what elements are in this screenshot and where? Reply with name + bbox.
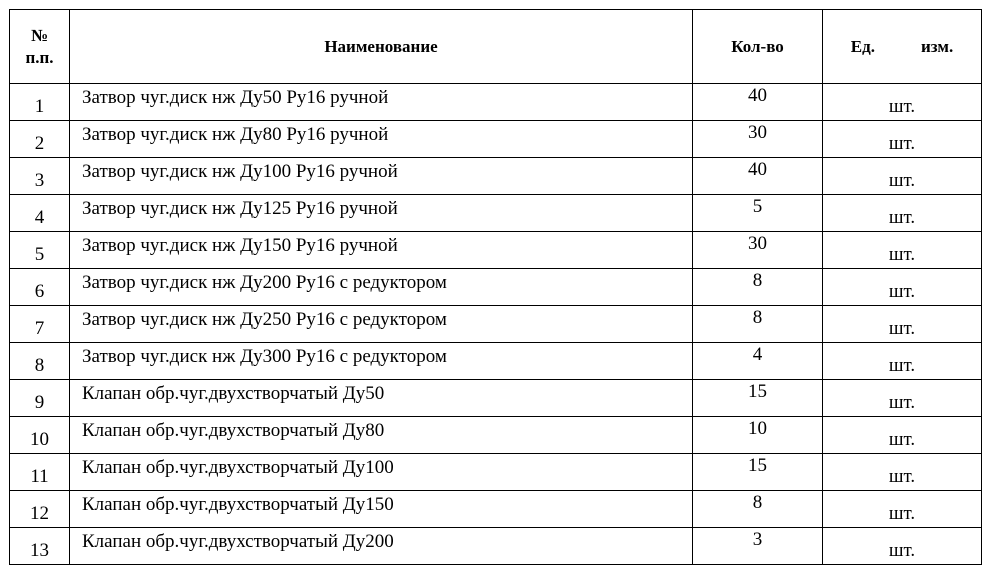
row-unit: шт. [823, 195, 982, 232]
row-name: Затвор чуг.диск нж Ду200 Ру16 с редуктором [70, 269, 693, 306]
row-number: 7 [10, 306, 70, 343]
row-quantity: 40 [693, 84, 823, 121]
row-name: Затвор чуг.диск нж Ду125 Ру16 ручной [70, 195, 693, 232]
table-row [10, 417, 982, 454]
row-quantity: 40 [693, 158, 823, 195]
row-unit: шт. [823, 528, 982, 565]
table-row [10, 158, 982, 195]
row-name: Затвор чуг.диск нж Ду80 Ру16 ручной [70, 121, 693, 158]
row-number: 13 [10, 528, 70, 565]
table-row [10, 343, 982, 380]
row-quantity: 30 [693, 232, 823, 269]
header-unit-part1: Ед. [850, 36, 875, 56]
table-row [10, 269, 982, 306]
table-row [10, 380, 982, 417]
row-unit: шт. [823, 269, 982, 306]
row-quantity: 3 [693, 528, 823, 565]
row-quantity: 15 [693, 454, 823, 491]
row-quantity: 8 [693, 491, 823, 528]
row-unit: шт. [823, 121, 982, 158]
table-row [10, 306, 982, 343]
row-number: 2 [10, 121, 70, 158]
row-number: 12 [10, 491, 70, 528]
row-quantity: 15 [693, 380, 823, 417]
row-quantity: 10 [693, 417, 823, 454]
row-name: Затвор чуг.диск нж Ду300 Ру16 с редуктором [70, 343, 693, 380]
row-number: 3 [10, 158, 70, 195]
table-row [10, 528, 982, 565]
row-number: 10 [10, 417, 70, 454]
row-unit: шт. [823, 306, 982, 343]
row-number: 4 [10, 195, 70, 232]
header-unit [823, 10, 982, 84]
header-number-symbol: № [30, 25, 49, 45]
row-unit: шт. [823, 343, 982, 380]
table-header-row [10, 10, 982, 84]
row-name: Затвор чуг.диск нж Ду150 Ру16 ручной [70, 232, 693, 269]
row-unit: шт. [823, 232, 982, 269]
row-unit: шт. [823, 158, 982, 195]
row-name: Затвор чуг.диск нж Ду50 Ру16 ручной [70, 84, 693, 121]
header-quantity: Кол-во [693, 10, 823, 84]
header-name: Наименование [70, 10, 693, 84]
row-number: 9 [10, 380, 70, 417]
row-unit: шт. [823, 84, 982, 121]
row-number: 1 [10, 84, 70, 121]
table-row [10, 454, 982, 491]
row-unit: шт. [823, 417, 982, 454]
row-name: Клапан обр.чуг.двухстворчатый Ду80 [70, 417, 693, 454]
header-unit-part2: изм. [920, 36, 954, 56]
row-quantity: 8 [693, 269, 823, 306]
row-unit: шт. [823, 454, 982, 491]
row-name: Клапан обр.чуг.двухстворчатый Ду50 [70, 380, 693, 417]
header-number [10, 10, 70, 84]
table-row [10, 195, 982, 232]
row-quantity: 8 [693, 306, 823, 343]
specification-table-wrapper [9, 9, 982, 565]
row-quantity: 5 [693, 195, 823, 232]
row-name: Затвор чуг.диск нж Ду250 Ру16 с редуктором [70, 306, 693, 343]
header-number-abbrev: п.п. [25, 47, 54, 67]
row-name: Затвор чуг.диск нж Ду100 Ру16 ручной [70, 158, 693, 195]
row-unit: шт. [823, 491, 982, 528]
row-number: 11 [10, 454, 70, 491]
row-name: Клапан обр.чуг.двухстворчатый Ду200 [70, 528, 693, 565]
row-quantity: 4 [693, 343, 823, 380]
row-number: 8 [10, 343, 70, 380]
table-row [10, 232, 982, 269]
table-row [10, 121, 982, 158]
row-quantity: 30 [693, 121, 823, 158]
row-number: 6 [10, 269, 70, 306]
row-name: Клапан обр.чуг.двухстворчатый Ду150 [70, 491, 693, 528]
row-unit: шт. [823, 380, 982, 417]
row-name: Клапан обр.чуг.двухстворчатый Ду100 [70, 454, 693, 491]
specification-table [9, 9, 982, 565]
row-number: 5 [10, 232, 70, 269]
table-row [10, 491, 982, 528]
table-row [10, 84, 982, 121]
